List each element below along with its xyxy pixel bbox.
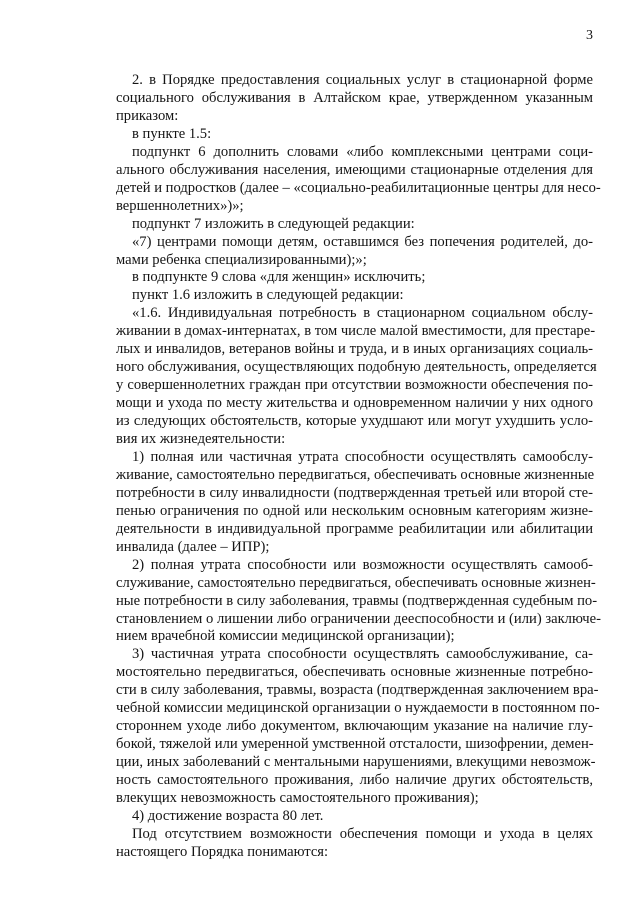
text-line: чебной комиссии медицинской организации о нуждаемости в постоянном по- [116, 700, 600, 717]
text-line: лых и инвалидов, ветеранов войны и труда, и в иных организациях социаль- [116, 341, 593, 358]
text-line: деятельности в индивидуальной программе реабилитации или абилитации [116, 520, 593, 537]
text-line: социального обслуживания в Алтайском крае, утвержденном указанным [116, 90, 593, 106]
text-line: становлением о лишении либо ограничении дееспособности и (или) заключе- [116, 610, 601, 627]
text-line: 1) полная или частичная утрата способности осуществлять самообслу- [132, 448, 593, 465]
text-line: ность самостоятельного проживания, либо наличие других обстоятельств, [116, 772, 593, 788]
text-line: влекущих невозможность самостоятельного проживания); [116, 790, 479, 806]
text-line: ные потребности в силу заболевания, травмы (подтвержденная судебным по- [116, 592, 598, 609]
text-line: пенью ограничения по одной или нескольким основным категориям жизне- [116, 502, 593, 519]
text-line: живание, самостоятельно передвигаться, обеспечивать основные жизненные [116, 466, 595, 483]
text-line: нием врачебной комиссии медицинской организации); [116, 628, 455, 645]
text-line: мами ребенка специализированными);»; [116, 251, 367, 268]
text-line: приказом: [116, 107, 179, 124]
text-line: детей и подростков (далее – «социально-реабилитационные центры для несо- [116, 179, 601, 196]
text-line: ного обслуживания, осуществляющих подобную деятельность, определяется [116, 359, 597, 376]
text-line: 4) достижение возраста 80 лет. [132, 807, 324, 824]
text-line: подпункт 7 изложить в следующей редакции: [132, 215, 415, 232]
page-number: 3 [586, 28, 593, 43]
text-line: вершеннолетних»)»; [116, 197, 244, 214]
text-line: инвалида (далее – ИПР); [116, 538, 270, 555]
text-line: в пункте 1.5: [132, 125, 212, 142]
text-line: настоящего Порядка понимаются: [116, 843, 329, 860]
text-line: у совершеннолетних граждан при отсутствии возможности обеспечения по- [116, 377, 593, 394]
text-line: вия их жизнедеятельности: [116, 431, 286, 447]
text-line: стороннем уходе либо документом, включающим указание на наличие глу- [116, 718, 593, 735]
text-line: из следующих обстоятельств, которые ухудшают или могут ухудшить усло- [116, 413, 593, 430]
text-line: в подпункте 9 слова «для женщин» исключить; [132, 269, 426, 286]
text-line: мощи и ухода по месту жительства и одновременном наличии у них одного [116, 395, 593, 412]
text-line: «7) центрами помощи детям, оставшимся без попечения родителей, до- [132, 233, 593, 250]
text-line: живании в домах-интернатах, в том числе малой вместимости, для престаре- [116, 323, 596, 340]
text-line: «1.6. Индивидуальная потребность в стационарном социальном обслу- [132, 305, 593, 322]
text-line: мостоятельно передвигаться, обеспечивать основные жизненные потребно- [116, 664, 593, 681]
text-line: пункт 1.6 изложить в следующей редакции: [132, 287, 404, 304]
text-line: сти в силу заболевания, травмы, возраста (подтвержденная заключением вра- [116, 682, 599, 699]
text-line: 2. в Порядке предоставления социальных услуг в стационарной форме [132, 72, 593, 88]
text-line: бокой, тяжелой или умеренной умственной отсталости, шизофрении, демен- [116, 736, 594, 753]
text-line: подпункт 6 дополнить словами «либо комплексными центрами соци- [132, 143, 593, 160]
text-line: ции, иных заболеваний с ментальными нарушениями, влекущими невозмож- [116, 754, 596, 771]
text-line: 2) полная утрата способности или возможности осуществлять самооб- [132, 556, 593, 573]
text-line: потребности в силу инвалидности (подтвержденная третьей или второй сте- [116, 484, 593, 501]
text-line: 3) частичная утрата способности осуществлять самообслуживание, са- [132, 646, 593, 663]
text-line: Под отсутствием возможности обеспечения помощи и ухода в целях [132, 825, 593, 842]
text-line: служивание, самостоятельно передвигаться, обеспечивать основные жизнен- [116, 574, 596, 591]
text-line: ального обслуживания населения, имеющими стационарные отделения для [116, 161, 593, 178]
